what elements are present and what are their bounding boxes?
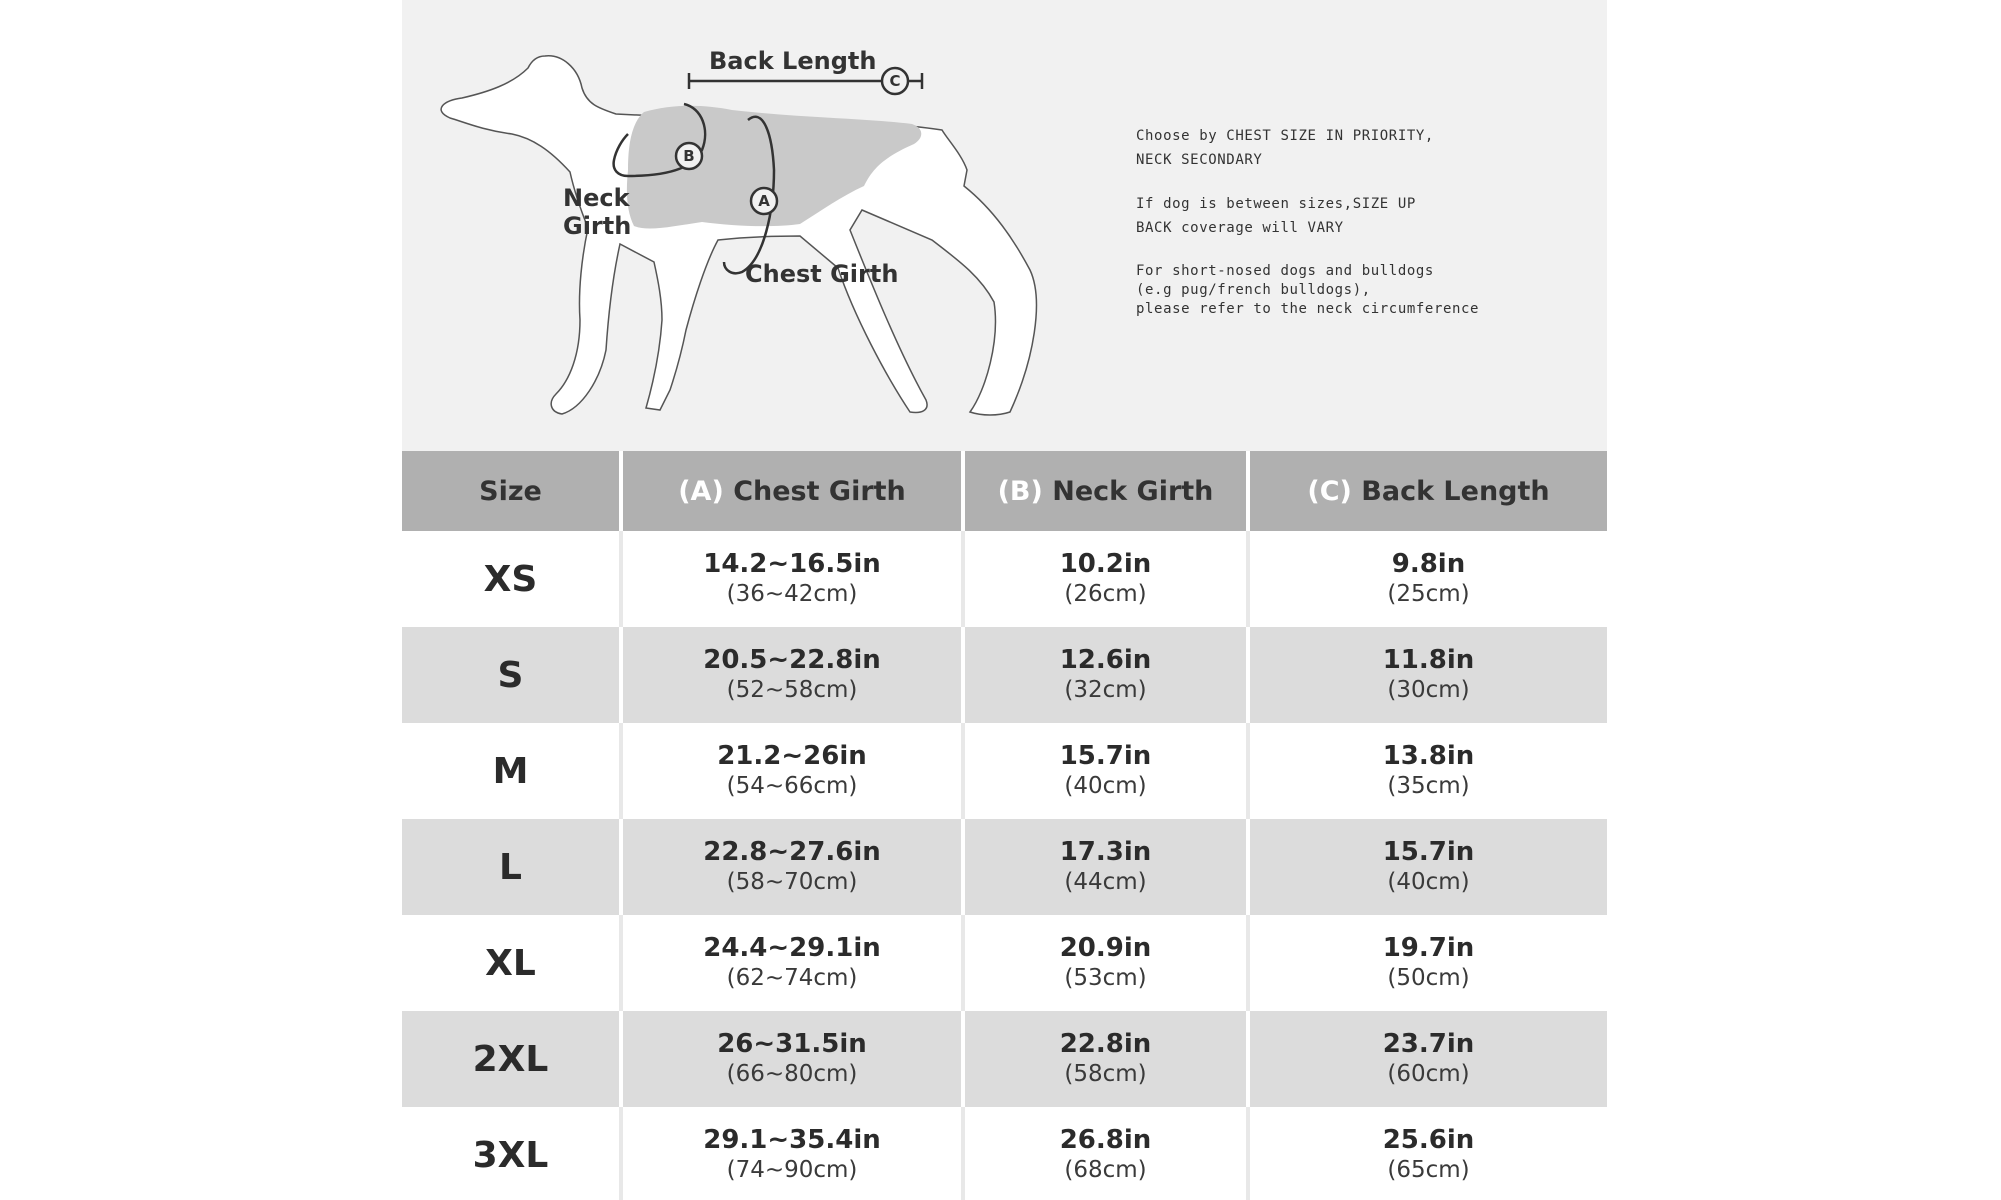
neck-girth-cell bbox=[963, 915, 1248, 1011]
marker-b-label: B bbox=[683, 147, 695, 165]
value-cm: (35cm) bbox=[1387, 773, 1470, 799]
header-neck-girth bbox=[963, 451, 1248, 531]
back-length-cell bbox=[1248, 531, 1607, 627]
value-cm: (68cm) bbox=[1064, 1157, 1147, 1183]
value-in: 15.7in bbox=[1382, 837, 1475, 867]
value-cm: (58~70cm) bbox=[726, 869, 858, 895]
note-line: please refer to the neck circumference bbox=[1136, 301, 1480, 317]
note-line: For short-nosed dogs and bulldogs bbox=[1136, 263, 1434, 279]
note-line: (e.g pug/french bulldogs), bbox=[1136, 282, 1371, 298]
value-in: 12.6in bbox=[1059, 645, 1152, 675]
table-row bbox=[402, 915, 1607, 1011]
value-cm: (58cm) bbox=[1064, 1061, 1147, 1087]
table-row bbox=[402, 531, 1607, 627]
header-prefix: (B) bbox=[997, 475, 1043, 507]
chest-girth-cell bbox=[621, 531, 963, 627]
size-table bbox=[402, 451, 1607, 1200]
value-cm: (60cm) bbox=[1387, 1061, 1470, 1087]
back-length-cell bbox=[1248, 915, 1607, 1011]
value-cm: (25cm) bbox=[1387, 581, 1470, 607]
value-in: 23.7in bbox=[1382, 1029, 1475, 1059]
neck-girth-label-line1: Neck bbox=[563, 184, 630, 212]
size-cell: XS bbox=[402, 531, 621, 627]
header-label: Size bbox=[479, 475, 542, 507]
marker-c-label: C bbox=[889, 72, 901, 90]
table-row bbox=[402, 627, 1607, 723]
header-chest-girth bbox=[621, 451, 963, 531]
note-line: BACK coverage will VARY bbox=[1136, 220, 1344, 236]
value-in: 26~31.5in bbox=[717, 1029, 867, 1059]
table-row bbox=[402, 819, 1607, 915]
header-prefix: (C) bbox=[1307, 475, 1352, 507]
value-cm: (54~66cm) bbox=[726, 773, 858, 799]
header-back-length bbox=[1248, 451, 1607, 531]
chest-girth-cell bbox=[621, 627, 963, 723]
value-cm: (36~42cm) bbox=[726, 581, 858, 607]
table-row bbox=[402, 723, 1607, 819]
value-in: 13.8in bbox=[1382, 741, 1475, 771]
neck-girth-cell bbox=[963, 627, 1248, 723]
value-cm: (65cm) bbox=[1387, 1157, 1470, 1183]
marker-a-label: A bbox=[758, 192, 770, 210]
back-length-cell bbox=[1248, 723, 1607, 819]
value-cm: (30cm) bbox=[1387, 677, 1470, 703]
value-cm: (40cm) bbox=[1064, 773, 1147, 799]
chest-girth-cell bbox=[621, 915, 963, 1011]
value-in: 15.7in bbox=[1059, 741, 1152, 771]
back-length-cell bbox=[1248, 1011, 1607, 1107]
note-line: NECK SECONDARY bbox=[1136, 152, 1263, 168]
value-cm: (52~58cm) bbox=[726, 677, 858, 703]
table-row bbox=[402, 1011, 1607, 1107]
size-cell: L bbox=[402, 819, 621, 915]
header-prefix: (A) bbox=[678, 475, 724, 507]
measurement-diagram bbox=[402, 0, 1607, 451]
value-in: 22.8~27.6in bbox=[703, 837, 881, 867]
value-in: 14.2~16.5in bbox=[703, 549, 881, 579]
value-cm: (53cm) bbox=[1064, 965, 1147, 991]
value-in: 10.2in bbox=[1059, 549, 1152, 579]
note-line: If dog is between sizes,SIZE UP bbox=[1136, 196, 1416, 212]
value-in: 21.2~26in bbox=[717, 741, 867, 771]
back-length-label: Back Length bbox=[709, 47, 877, 75]
neck-girth-cell bbox=[963, 1107, 1248, 1200]
value-in: 20.9in bbox=[1059, 933, 1152, 963]
size-cell: 2XL bbox=[402, 1011, 621, 1107]
value-in: 19.7in bbox=[1382, 933, 1475, 963]
value-in: 25.6in bbox=[1382, 1125, 1475, 1155]
value-cm: (26cm) bbox=[1064, 581, 1147, 607]
value-in: 22.8in bbox=[1059, 1029, 1152, 1059]
back-length-cell bbox=[1248, 627, 1607, 723]
value-in: 26.8in bbox=[1059, 1125, 1152, 1155]
value-in: 17.3in bbox=[1059, 837, 1152, 867]
back-length-cell bbox=[1248, 819, 1607, 915]
value-cm: (32cm) bbox=[1064, 677, 1147, 703]
size-cell: 3XL bbox=[402, 1107, 621, 1200]
value-cm: (50cm) bbox=[1387, 965, 1470, 991]
value-in: 11.8in bbox=[1382, 645, 1475, 675]
header-label: Back Length bbox=[1361, 475, 1550, 507]
neck-girth-cell bbox=[963, 531, 1248, 627]
chest-girth-cell bbox=[621, 723, 963, 819]
value-in: 29.1~35.4in bbox=[703, 1125, 881, 1155]
neck-girth-cell bbox=[963, 723, 1248, 819]
value-in: 20.5~22.8in bbox=[703, 645, 881, 675]
header-label: Neck Girth bbox=[1052, 475, 1214, 507]
value-in: 9.8in bbox=[1391, 549, 1466, 579]
chest-girth-label: Chest Girth bbox=[745, 260, 899, 288]
table-header-row bbox=[402, 451, 1607, 531]
note-line: Choose by CHEST SIZE IN PRIORITY, bbox=[1136, 128, 1434, 144]
size-cell: S bbox=[402, 627, 621, 723]
value-cm: (44cm) bbox=[1064, 869, 1147, 895]
chest-girth-cell bbox=[621, 819, 963, 915]
header-size bbox=[402, 451, 621, 531]
chest-girth-cell bbox=[621, 1011, 963, 1107]
size-cell: M bbox=[402, 723, 621, 819]
dog-silhouette bbox=[441, 56, 1036, 415]
value-cm: (66~80cm) bbox=[726, 1061, 858, 1087]
chest-girth-cell bbox=[621, 1107, 963, 1200]
header-label: Chest Girth bbox=[733, 475, 906, 507]
neck-girth-label-line2: Girth bbox=[563, 212, 632, 240]
value-cm: (62~74cm) bbox=[726, 965, 858, 991]
value-in: 24.4~29.1in bbox=[703, 933, 881, 963]
size-cell: XL bbox=[402, 915, 621, 1011]
neck-girth-cell bbox=[963, 819, 1248, 915]
back-length-cell bbox=[1248, 1107, 1607, 1200]
table-row bbox=[402, 1107, 1607, 1200]
sizing-notes bbox=[1136, 124, 1586, 319]
size-chart-panel bbox=[402, 0, 1607, 1200]
value-cm: (74~90cm) bbox=[726, 1157, 858, 1183]
value-cm: (40cm) bbox=[1387, 869, 1470, 895]
neck-girth-cell bbox=[963, 1011, 1248, 1107]
